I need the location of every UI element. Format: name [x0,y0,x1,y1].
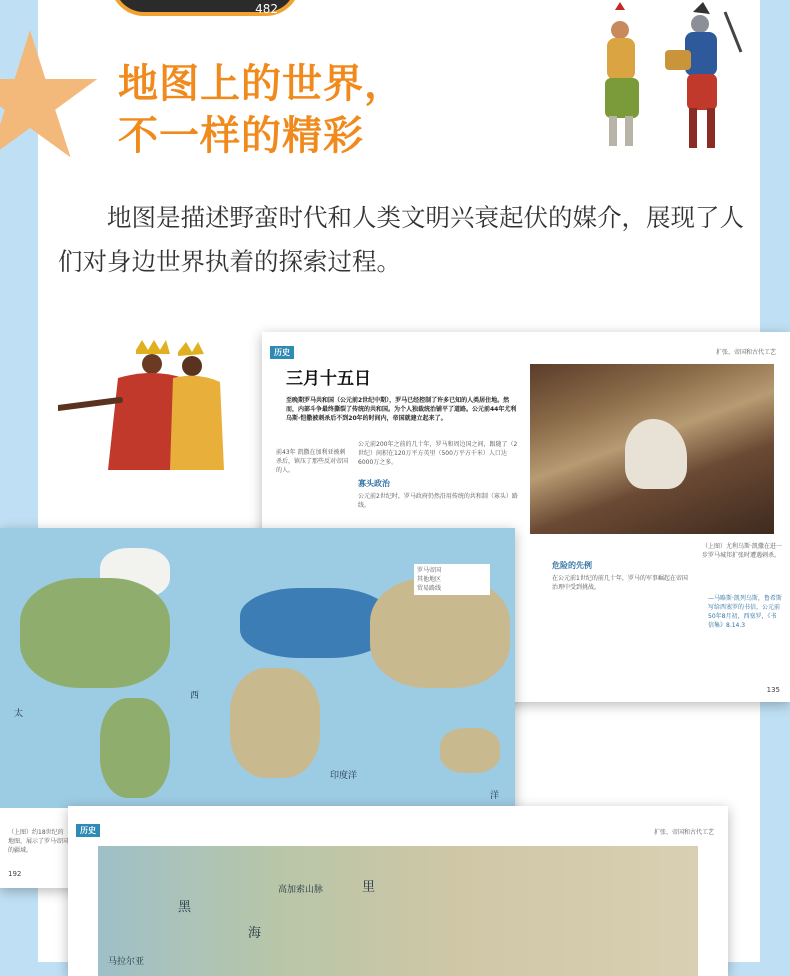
subhead-precedent: 危险的先例 [552,561,592,570]
sea-label: 海 [248,926,262,941]
kings-illustration [58,338,228,470]
world-map [0,528,515,808]
regional-map [98,846,698,976]
lead-paragraph: 至晚期罗马共和国（公元前2世纪中期），罗马已经控制了许多已知的人类居住地。然而，内部斗争最终撕裂了传统的共和国。为个人独裁统治铺平了道路。公元前44年尤利乌斯·恺撒被刺杀后不到20年的时间内，帝国就建立起来了。 [286,397,517,422]
marmara-label: 马拉尔亚 [108,957,145,967]
body-text-1: 公元前200年之前的几十年，罗马和周边国之间，跟随了（2世纪）间积在120万平方英里（500万平方千米）人口达6000万之多。 [358,441,518,466]
subhead-oligarchy: 寡头政治 [358,479,390,488]
section-label-bottom: 历史 [76,824,100,837]
section-label: 历史 [270,346,294,359]
map-caption: （上图）约18世纪的地图，展示了罗马帝国的疆域。 [8,829,69,854]
image-caption: （上图）尤利乌斯·凯撒在进一步罗马城邦扩张时遭遇刺杀。 [702,543,782,559]
black-sea-label: 黑 [178,900,192,915]
body-text-2: 公元前2世纪时，罗马政府仍然沿用传统的共和制（寡头）路线。 [358,493,518,509]
atlantic-label: 西 [190,691,200,701]
legend-item-1: 罗马帝国 [417,567,442,574]
assassination-painting [530,364,774,534]
caucasus-label: 高加索山脉 [278,885,324,895]
sidebar-text: 前43年 凯撒在加利亚被刺杀后，镇压了那些反对帝国的人。 [276,449,349,474]
book-page-bottom [68,806,728,976]
badge-text: 482 [255,2,278,16]
headline-line-1: 地图上的世界， [118,61,405,107]
ocean-label: 洋 [490,791,500,801]
warriors-art [575,2,745,154]
australia-shape [440,728,500,773]
legend-item-3: 贸易路线 [417,585,442,592]
africa-shape [230,668,320,778]
roman-empire-region [240,588,390,658]
legend-item-2: 其他地区 [417,576,442,583]
page-number-left: 192 [8,870,22,878]
quote-block: —马略斯·凯列乌斯，鲁希斯写给西塞罗的书信，公元前50年8月初，西塞罗，《书信集》8.14.3 [708,595,782,629]
north-america-shape [20,578,170,688]
south-america-shape [100,698,170,798]
indian-ocean-label: 印度洋 [330,771,358,781]
kings-art [58,338,228,470]
page-number-right: 135 [766,686,780,694]
headline [118,58,405,162]
intro-paragraph: 地图是描述野蛮时代和人类文明兴衰起伏的媒介，展现了人们对身边世界执着的探索过程。 [58,203,744,276]
warriors-illustration [575,2,745,154]
running-head: 扩张、帝国和古代工艺 [715,349,776,356]
running-head-bottom: 扩张、帝国和古代工艺 [653,829,714,836]
page-badge [110,0,300,16]
pacific-label: 太 [14,709,24,719]
horse-figure [625,419,687,489]
page-title: 三月十五日 [286,369,371,389]
headline-line-2: 不一样的精彩 [118,113,364,159]
caspian-label: 里 [362,880,376,895]
map-legend [414,564,490,595]
body-text-3: 在公元前1世纪的前几十年，罗马的军事崛起在帝国治理中受到挑战。 [552,575,688,591]
